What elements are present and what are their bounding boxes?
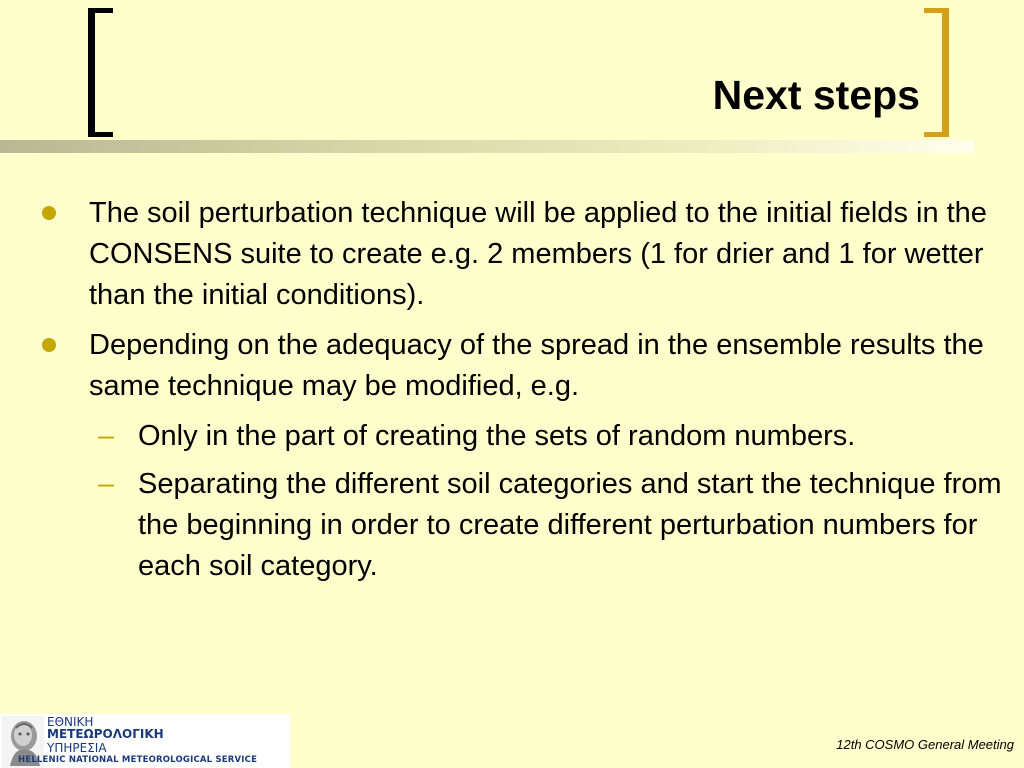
slide-body	[40, 193, 1015, 594]
footer-meeting-label: 12th COSMO General Meeting	[836, 737, 1014, 752]
sub-bullet-text: Only in the part of creating the sets of random numbers.	[138, 420, 856, 452]
left-bracket-decoration	[88, 8, 113, 137]
logo-text-line: ΕΘΝΙΚΗ	[47, 715, 94, 729]
hnms-logo	[0, 714, 290, 768]
sub-bullet-text: Separating the different soil categories and start the technique from the beginning in order to create different perturbation numbers for each soil category.	[138, 468, 1002, 582]
bullet-icon	[42, 206, 56, 220]
bullet-text: Depending on the adequacy of the spread in the ensemble results the same technique may be modified, e.g.	[89, 329, 984, 402]
sub-bullet-item	[40, 416, 1015, 457]
slide-title: Next steps	[712, 72, 920, 118]
bullet-text: The soil perturbation technique will be applied to the initial fields in the CONSENS suite to create e.g. 2 members (1 for drier and 1 for wetter than the initial conditions).	[89, 197, 987, 311]
dash-icon: –	[98, 420, 115, 452]
right-bracket-decoration	[924, 8, 949, 137]
logo-text-line: ΜΕΤΕΩΡΟΛΟΓΙΚΗ	[47, 727, 164, 741]
sub-bullet-item	[40, 464, 1015, 587]
title-divider	[0, 140, 974, 153]
logo-text-line: ΥΠΗΡΕΣΙΑ	[47, 741, 107, 755]
bullet-icon	[42, 338, 56, 352]
bullet-item	[40, 325, 1015, 407]
logo-text-line: HELLENIC NATIONAL METEOROLOGICAL SERVICE	[18, 755, 258, 765]
dash-icon: –	[98, 468, 115, 500]
bullet-item	[40, 193, 1015, 316]
